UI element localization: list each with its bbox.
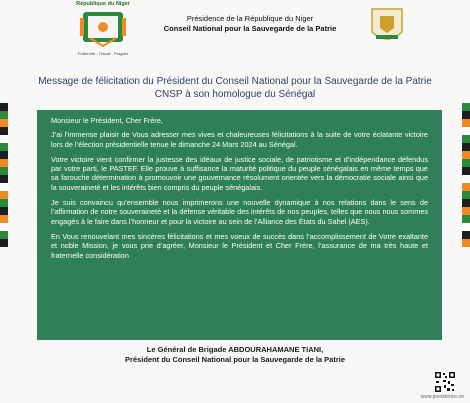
emblem-country-name: République du Niger	[76, 1, 130, 7]
signatory-title: Président du Conseil National pour la Sauvegarde de la Patrie	[124, 355, 346, 364]
title-line-1: Message de félicitation du Président du Conseil National pour la Sauvegarde de la Patrie	[38, 76, 432, 87]
left-decorative-band	[0, 103, 8, 353]
footer-url: www.presidence.ne	[420, 394, 464, 400]
right-decorative-band	[462, 103, 470, 353]
cnsp-seal-icon	[370, 6, 404, 46]
paragraph-victory: Votre victoire vient confirmer la justesse des idéaux de justice sociale, de patriotisme et d’indépendance défendus par votre parti, le PASTEF. Elle prouve à suffisance la maturité politique du peuple sénégalais en même temps que sa farouche détermination à promouvoir une gouvernance résolument orientée vers la démocratie sociale ainsi que la souveraineté et les intérêts bien compris du peuple sénégalais.	[51, 154, 428, 192]
signature-block	[100, 345, 370, 365]
paragraph-congratulations: J’ai l’immense plaisir de Vous adresser mes vives et chaleureuses félicitations à la suite de votre éclatante victoire lors de l’élection présidentielle tenue le dimanche 24 Mars 2024 au Sénégal.	[51, 130, 428, 149]
letterhead	[0, 0, 470, 62]
emblem-motto: Fraternité - Travail - Progrès	[77, 51, 128, 56]
council-line: Conseil National pour la Sauvegarde de la Patrie	[163, 24, 337, 33]
niger-emblem	[63, 0, 143, 62]
niger-coat-of-arms-icon	[80, 8, 126, 50]
salutation: Monsieur le Président, Cher Frère,	[51, 116, 163, 125]
paragraph-closing: En Vous renouvelant mes sincères félicitations et mes voeux de succès dans l’accomplissement de Votre exaltante et noble Mission, je vous prie d’agréer, Monsieur le Président et Cher Frère, l’assurance de ma très haute et fraternelle considération	[51, 231, 428, 260]
paragraph-cooperation: Je suis convaincu qu’ensemble nous imprimerons une nouvelle dynamique à nos relations dans le sens de l’affirmation de notre souveraineté et la défense véritable des intérêts de nos peuples, telles que nous nous sommes engagés à le faire dans l’honneur et pour la victoire au sein de l’Alliance des États du Sahel (AES).	[51, 198, 428, 226]
title-line-2: CNSP à son homologue du Sénégal	[154, 88, 316, 100]
message-title	[30, 76, 440, 101]
qr-code	[434, 371, 456, 393]
cnsp-seal	[370, 6, 404, 46]
header-title-block	[150, 14, 350, 34]
qr-code-icon	[434, 371, 456, 393]
signatory-name: Le Général de Brigade ABDOURAHAMANE TIANI,	[146, 345, 324, 354]
presidency-line: Présidence de la République du Niger	[186, 14, 314, 23]
message-body	[37, 110, 442, 340]
